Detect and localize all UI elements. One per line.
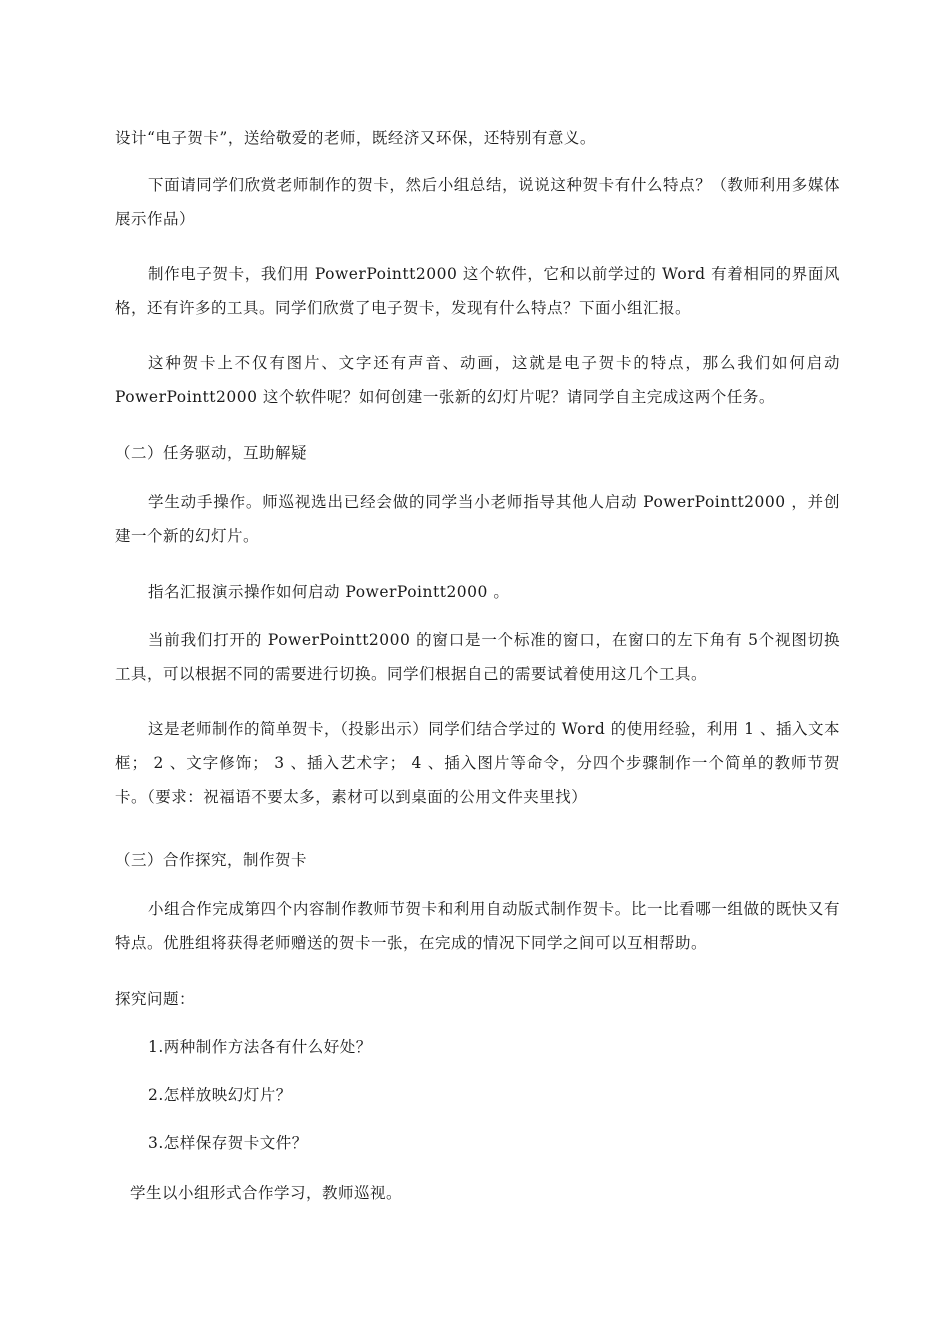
list-item-question-3: 3.怎样保存贺卡文件？ xyxy=(148,1134,308,1152)
paragraph-demo-launch: 指名汇报演示操作如何启动 PowerPointt2000 。 xyxy=(148,583,510,601)
paragraph-window-views: 当前我们打开的 PowerPointt2000 的窗口是一个标准的窗口，在窗口的左下角有 5个视图切换工具，可以根据不同的需要进行切换。同学们根据自己的需要试着使用这几个工具。 xyxy=(115,631,840,683)
paragraph-inquiry-questions-label: 探究问题： xyxy=(115,990,196,1008)
paragraph-group-cooperation: 小组合作完成第四个内容制作教师节贺卡和利用自动版式制作贺卡。比一比看哪一组做的既快又有特点。优胜组将获得老师赠送的贺卡一张，在完成的情况下同学之间可以互相帮助。 xyxy=(115,900,840,952)
paragraph-closing: 学生以小组形式合作学习，教师巡视。 xyxy=(130,1184,403,1202)
section-heading-task-driven: （二）任务驱动，互助解疑 xyxy=(115,444,308,462)
list-item-question-1: 1.两种制作方法各有什么好处？ xyxy=(148,1038,372,1056)
list-item-question-2: 2.怎样放映幻灯片？ xyxy=(148,1086,292,1104)
paragraph-appreciate-cards: 下面请同学们欣赏老师制作的贺卡，然后小组总结，说说这种贺卡有什么特点？（教师利用多媒体展示作品） xyxy=(115,176,840,228)
paragraph-intro: 设计“电子贺卡”，送给敬爱的老师，既经济又环保，还特别有意义。 xyxy=(115,129,596,147)
section-heading-cooperative: （三）合作探究，制作贺卡 xyxy=(115,851,308,869)
paragraph-simple-card-steps: 这是老师制作的简单贺卡，（投影出示）同学们结合学过的 Word 的使用经验，利用 1 、插入文本框； 2 、文字修饰； 3 、插入艺术字； 4 、插入图片等命令，分四个步骤制作一个简单的教师节贺卡。（要求：祝福语不要太多，素材可以到桌面的公用文件夹里找） xyxy=(115,720,840,806)
paragraph-card-features: 这种贺卡上不仅有图片、文字还有声音、动画，这就是电子贺卡的特点，那么我们如何启动PowerPointt2000 这个软件呢？如何创建一张新的幻灯片呢？请同学自主完成这两个任务。 xyxy=(115,354,840,406)
paragraph-student-operation: 学生动手操作。师巡视选出已经会做的同学当小老师指导其他人启动 PowerPointt2000 ，并创建一个新的幻灯片。 xyxy=(115,493,840,545)
paragraph-powerpoint-tool: 制作电子贺卡，我们用 PowerPointt2000 这个软件，它和以前学过的 Word 有着相同的界面风格，还有许多的工具。同学们欣赏了电子贺卡，发现有什么特点？下面小组汇报。 xyxy=(115,265,840,317)
